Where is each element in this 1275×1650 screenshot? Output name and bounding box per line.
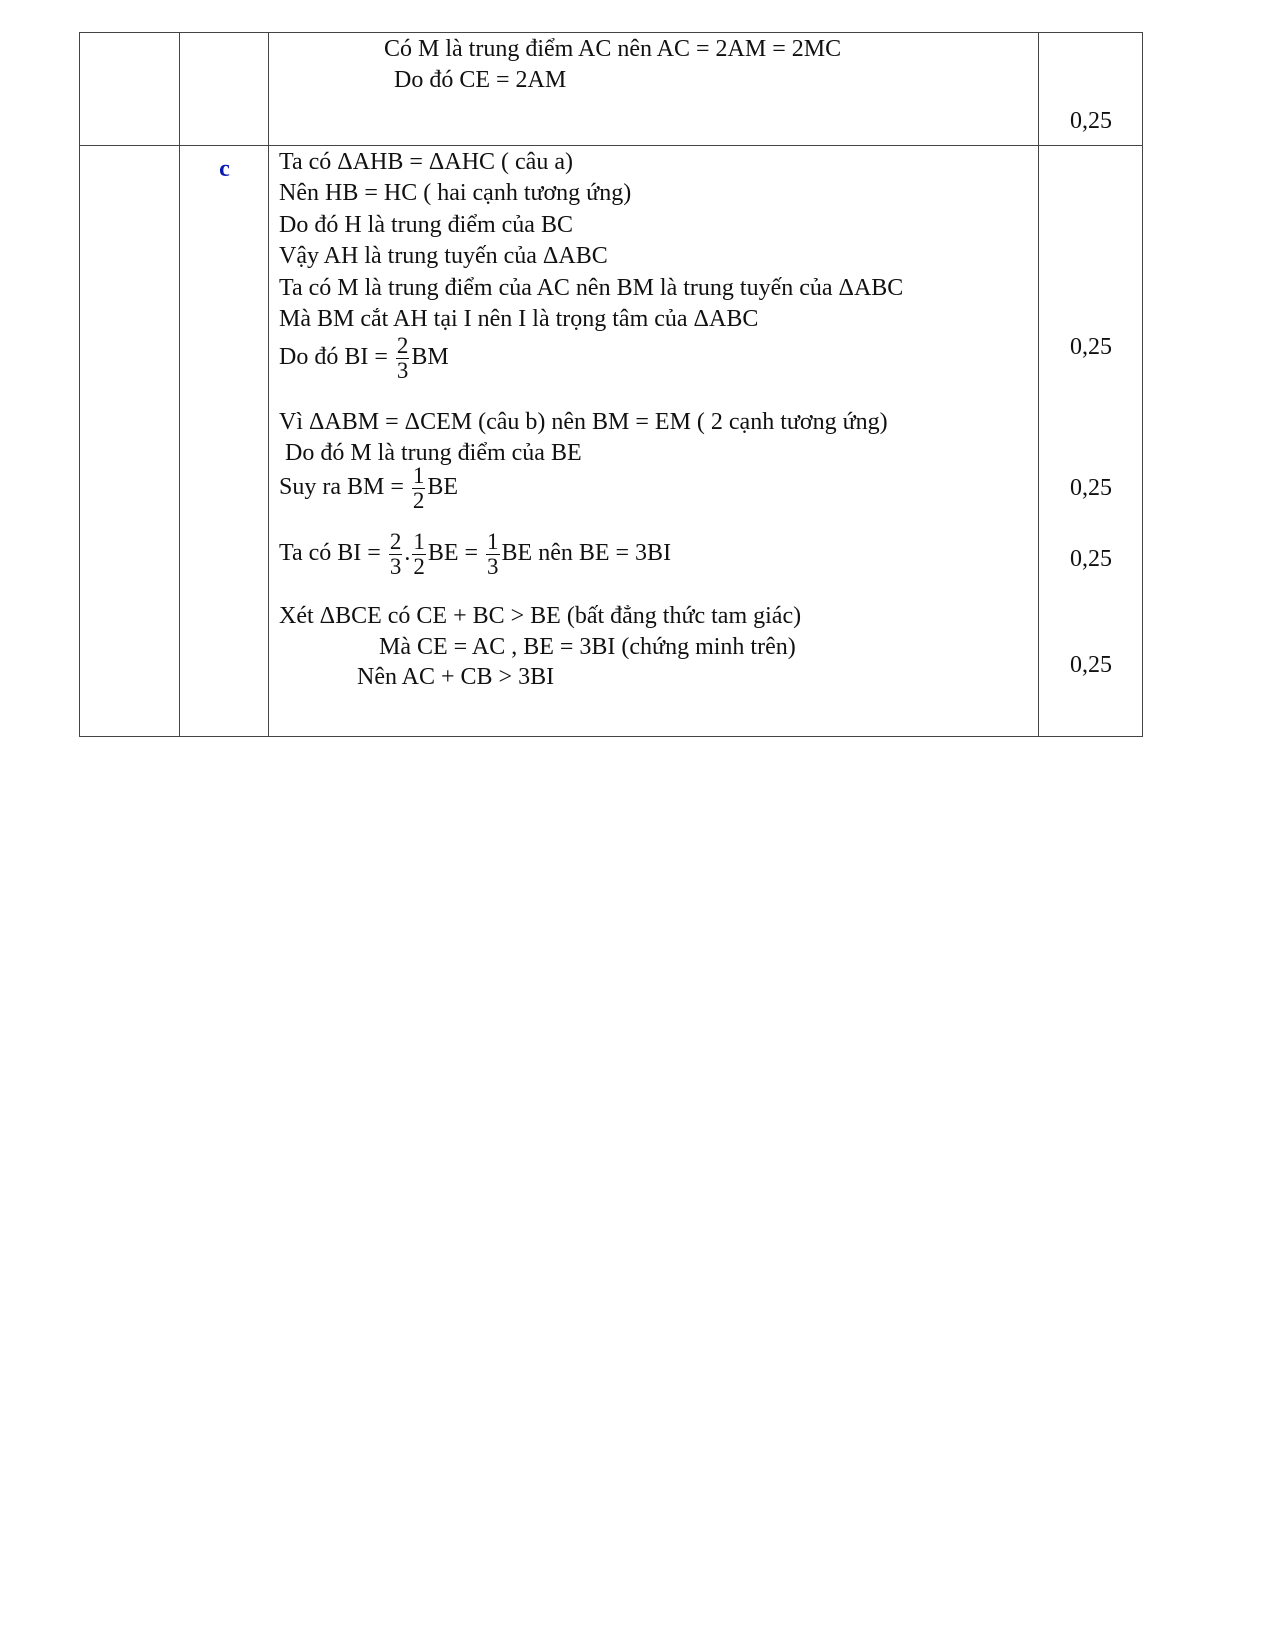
part-label: c — [219, 156, 230, 182]
denominator: 3 — [487, 554, 499, 579]
text: Ta có BI = — [279, 540, 381, 567]
part-cell — [180, 146, 269, 737]
solution-cell — [269, 33, 1039, 146]
table-row — [80, 146, 1143, 737]
solution-line: Mà CE = AC , BE = 3BI (chứng minh trên) — [379, 634, 796, 660]
numerator: 1 — [413, 529, 425, 554]
solution-line: Mà BM cắt AH tại I nên I là trọng tâm của ΔABC — [279, 306, 759, 332]
score-value: 0,25 — [1070, 475, 1112, 501]
solution-line: Do đó M là trung điểm của BE — [285, 440, 582, 466]
solution-line-fraction — [279, 530, 671, 579]
score-value: 0,25 — [1070, 652, 1112, 678]
score-value: 0,25 — [1070, 334, 1112, 360]
denominator: 2 — [412, 488, 425, 513]
solution-line-fraction — [279, 334, 449, 383]
score-value: 0,25 — [1070, 546, 1112, 572]
solution-line: Vì ΔABM = ΔCEM (câu b) nên BM = EM ( 2 cạnh tương ứng) — [279, 409, 888, 435]
question-cell — [80, 146, 180, 737]
text: . — [404, 540, 411, 567]
fraction — [412, 530, 426, 579]
fraction — [412, 464, 426, 513]
question-cell — [80, 33, 180, 146]
solution-line: Do đó H là trung điểm của BC — [279, 212, 573, 238]
solution-line: Xét ΔBCE có CE + BC > BE (bất đẳng thức tam giác) — [279, 603, 802, 629]
grading-table — [79, 32, 1143, 737]
score-value: 0,25 — [1070, 108, 1112, 134]
solution-line: Có M là trung điểm AC nên AC = 2AM = 2MC — [384, 36, 842, 62]
text: BM — [411, 344, 449, 371]
solution-line: Ta có ΔAHB = ΔAHC ( câu a) — [279, 149, 573, 175]
solution-line: Do đó CE = 2AM — [394, 67, 567, 93]
score-cell — [1039, 146, 1143, 737]
denominator: 2 — [413, 554, 425, 579]
text: BE = — [427, 540, 479, 567]
solution-line: Nên HB = HC ( hai cạnh tương ứng) — [279, 180, 632, 206]
text: BE — [427, 474, 459, 501]
solution-cell — [269, 146, 1039, 737]
numerator: 2 — [389, 529, 402, 554]
fraction — [389, 530, 403, 579]
fraction — [486, 530, 500, 579]
text: BE nên BE = 3BI — [501, 540, 672, 567]
fraction — [396, 334, 410, 383]
numerator: 2 — [396, 333, 409, 358]
numerator: 1 — [487, 529, 499, 554]
solution-line: Nên AC + CB > 3BI — [357, 664, 555, 690]
part-cell — [180, 33, 269, 146]
numerator: 1 — [412, 463, 425, 488]
denominator: 3 — [389, 554, 402, 579]
score-cell — [1039, 33, 1143, 146]
text: Suy ra BM = — [279, 474, 404, 501]
denominator: 3 — [396, 358, 409, 383]
solution-line: Vậy AH là trung tuyến của ΔABC — [279, 243, 608, 269]
table-row — [80, 33, 1143, 146]
solution-line: Ta có M là trung điểm của AC nên BM là trung tuyến của ΔABC — [279, 275, 904, 301]
solution-line-fraction — [279, 464, 458, 513]
text: Do đó BI = — [279, 344, 388, 371]
